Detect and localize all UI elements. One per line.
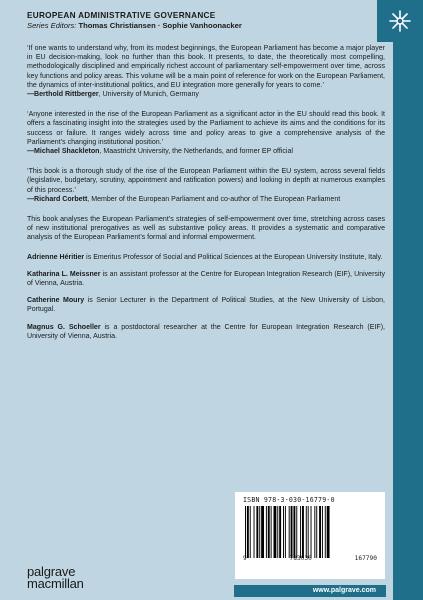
quote-attribution xyxy=(27,147,385,156)
quote-author: —Berthold Rittberger xyxy=(27,91,99,99)
barcode-bar xyxy=(261,506,264,558)
barcode-bar xyxy=(274,506,277,558)
quote-affiliation: , University of Munich, Germany xyxy=(98,91,199,99)
quote-text: ‘If one wants to understand why, from its modest beginnings, the European Parliament has become a major player in EU decision-making, look no further than this book. It presents, to date, the theoretically most compelling, methodologically disciplined and empirically richest account of parliamentary self-empowerment over time, across key functions and policy areas. This volume will be a main point of reference for work on the European Parliament, the dynamics of inter-institutional politics, and EU integration more generally for years to come.’ xyxy=(27,45,385,89)
isbn-barcode xyxy=(235,492,385,579)
spine-strip xyxy=(393,0,423,600)
barcode-bar xyxy=(319,506,321,558)
author-bio-text: is Emeritus Professor of Social and Political Sciences at the European University Institute, Italy. xyxy=(84,253,383,261)
author-bio xyxy=(27,270,385,288)
quote-text: ‘Anyone interested in the rise of the European Parliament as a significant actor in the EU should read this book. It offers a fascinating insight into the strategies used by the Parliament to achieve its aims and the conditions for its success or failure. It ranges widely across time and policy areas to give a comprehensive analysis of the Parliament’s changing institutional position.’ xyxy=(27,111,385,146)
author-name: Katharina L. Meissner xyxy=(27,270,101,278)
author-bio xyxy=(27,253,385,262)
endorsement-quote xyxy=(27,44,385,99)
barcode-bar xyxy=(259,506,260,558)
barcode-bar xyxy=(285,506,286,558)
barcode-bar xyxy=(289,506,290,558)
barcode-bar xyxy=(296,506,297,558)
publisher-name-line1: palgrave xyxy=(27,564,76,579)
endorsement-quote xyxy=(27,110,385,156)
barcode-digit-group: 167790 xyxy=(354,555,377,562)
barcode-bar xyxy=(291,506,293,558)
barcode-bar xyxy=(271,506,272,558)
barcode-bar xyxy=(316,506,317,558)
barcode-bar xyxy=(266,506,267,558)
quote-affiliation: , Member of the European Parliament and co-author of The European Parliament xyxy=(87,195,341,203)
barcode-bar xyxy=(254,506,255,558)
barcode-digit-group: 9 xyxy=(243,555,247,562)
author-bio xyxy=(27,296,385,314)
barcode-bar xyxy=(325,506,326,558)
barcode-bar xyxy=(327,506,330,558)
barcode-bars xyxy=(243,506,377,558)
quote-attribution xyxy=(27,195,385,204)
series-title: EUROPEAN ADMINISTRATIVE GOVERNANCE xyxy=(27,11,216,20)
quote-author: —Richard Corbett xyxy=(27,195,88,203)
author-name: Adrienne Héritier xyxy=(27,253,85,261)
barcode-bar xyxy=(322,506,323,558)
barcode-bar xyxy=(247,506,249,558)
barcode-bar xyxy=(279,506,281,558)
barcode-bar xyxy=(250,506,251,558)
barcode-digits xyxy=(243,555,377,562)
barcode-bar xyxy=(293,506,295,558)
barcode-bar xyxy=(300,506,301,558)
author-bio-text: is an assistant professor at the Centre for European Integration Research (EIF), University of Vienna, Austria. xyxy=(27,270,386,288)
sparkle-icon xyxy=(387,8,413,34)
barcode-bar xyxy=(256,506,258,558)
back-cover-content xyxy=(27,11,385,349)
barcode-bar xyxy=(277,506,278,558)
quote-attribution xyxy=(27,90,385,99)
book-description: This book analyses the European Parliament’s strategies of self-empowerment over time, stretching across cases of new institutional prerogatives as well as substantive policy areas. It provides a systematic and comparative analysis of the European Parliament’s formal and informal empowerment. xyxy=(27,216,385,242)
endorsement-quote xyxy=(27,167,385,204)
barcode-bar xyxy=(283,506,284,558)
barcode-bar xyxy=(306,506,307,558)
barcode-bar xyxy=(245,506,246,558)
barcode-bar xyxy=(268,506,270,558)
series-editors xyxy=(27,21,385,31)
barcode-bar xyxy=(302,506,304,558)
barcode-bar xyxy=(314,506,315,558)
quote-text: ‘This book is a thorough study of the rise of the European Parliament within the EU system, across several fields (legislative, budgetary, scrutiny, appointment and ratification powers) and looking in depth at numerous examples of this process.’ xyxy=(27,168,385,194)
author-name: Catherine Moury xyxy=(27,297,85,305)
quote-author: —Michael Shackleton xyxy=(27,148,100,156)
publisher-website: www.palgrave.com xyxy=(234,585,386,597)
author-bio-text: is a postdoctoral researcher at the Centre for European Integration Research (EIF), University of Vienna, Austria. xyxy=(27,323,386,340)
publisher-logo xyxy=(27,566,84,589)
publisher-name-line2: macmillan xyxy=(27,575,84,591)
author-bio xyxy=(27,323,385,341)
quote-affiliation: , Maastricht University, the Netherlands, and former EP official xyxy=(99,148,293,156)
barcode-bar xyxy=(308,506,309,558)
series-editors-label: Series Editors: xyxy=(27,21,77,30)
isbn-number: ISBN 978-3-030-16779-0 xyxy=(243,496,335,504)
series-editors-names: Thomas Christiansen · Sophie Vanhoonacker xyxy=(78,21,242,30)
author-bio-text: is Senior Lecturer in the Department of Political Studies, at the New University of Lisbon, Portugal. xyxy=(27,297,386,314)
barcode-digit-group: 783030 xyxy=(289,555,312,562)
barcode-bar xyxy=(311,506,312,558)
author-name: Magnus G. Schoeller xyxy=(27,323,101,331)
